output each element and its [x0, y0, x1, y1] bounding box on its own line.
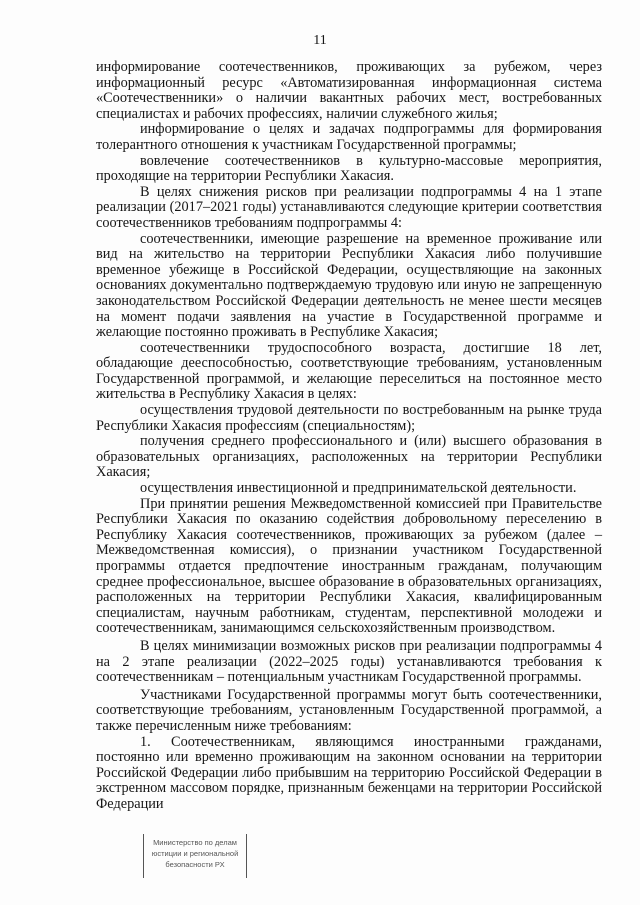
paragraph-2: информирование о целях и задачах подпрограммы для формирования толерантного отношения к участникам Государственной программы;: [96, 121, 602, 153]
document-body: [96, 60, 602, 813]
paragraph-11: В целях минимизации возможных рисков при реализации подпрограммы 4 на 2 этапе реализации (2022–2025 годы) устанавливаются требования к соотечественникам – потенциальным участникам Государственной программы.: [96, 637, 602, 686]
paragraph-5: соотечественники, имеющие разрешение на временное проживание или вид на жительство на территории Республики Хакасия либо получившие временное убежище в Российской Федерации, осуществляющие на законных основаниях документально подтверждаемую трудовую или иную не запрещенную законодательством Российской Федерации деятельность не менее шести месяцев на момент подачи заявления на участие в Государственной программе и желающие постоянно проживать в Республике Хакасия;: [96, 230, 602, 341]
paragraph-3: вовлечение соотечественников в культурно-массовые мероприятия, проходящие на территории Республики Хакасия.: [96, 152, 602, 185]
registration-stamp: [143, 834, 247, 878]
paragraph-1: информирование соотечественников, проживающих за рубежом, через информационный ресурс «Автоматизированная информационная система «Соотечественники» о наличии вакантных рабочих мест, востребованных специалистах и рабочих профессиях, наличии служебного жилья;: [96, 59, 602, 122]
page-number: 11: [313, 33, 327, 48]
stamp-line: юстиции и региональной: [151, 849, 239, 858]
paragraph-9: осуществления инвестиционной и предпринимательской деятельности.: [140, 480, 577, 497]
stamp-line: Министерство по делам: [153, 838, 237, 847]
paragraph-8: получения среднего профессионального и (или) высшего образования в образовательных организациях, расположенных на территории Республики Хакасия;: [96, 433, 602, 481]
stamp-line: безопасности РХ: [165, 860, 225, 869]
paragraph-6: соотечественники трудоспособного возраста, достигшие 18 лет, обладающие дееспособностью, соответствующие требованиям, установленным Государственной программой, и желающие переселиться на постоянное место жительства в Республику Хакасия в целях:: [96, 339, 602, 403]
paragraph-12: Участниками Государственной программы могут быть соотечественники, соответствующие требованиям, установленным Государственной программой, а также перечисленным ниже требованиям:: [96, 686, 602, 734]
paragraph-13: 1. Соотечественникам, являющимся иностранными гражданами, постоянно или временно проживающим на законном основании на территории Российской Федерации либо прибывшим на территорию Российской Федерации в экстренном массовом порядке, признанным беженцами на территории Российской Федерации: [96, 733, 602, 812]
paragraph-7: осуществления трудовой деятельности по востребованным на рынке труда Республики Хакасия профессиям (специальностям);: [96, 402, 602, 434]
paragraph-10: При принятии решения Межведомственной комиссией при Правительстве Республики Хакасия по оказанию содействия добровольному переселению в Республику Хакасия соотечественников, проживающих за рубежом (далее – Межведомственная комиссия), о признании участником Государственной программы отдается предпочтение иностранным гражданам, получающим среднее профессиональное, высшее образование в образовательных организациях, расположенных на территории Республики Хакасия, квалифицированным специалистам, научным работникам, студентам, перспективной молодежи и соотечественникам, занимающимся сельскохозяйственным производством.: [96, 495, 602, 637]
paragraph-4: В целях снижения рисков при реализации подпрограммы 4 на 1 этапе реализации (2017–2021 годы) устанавливаются следующие критерии соответствия соотечественников требованиям подпрограммы 4:: [96, 183, 602, 231]
